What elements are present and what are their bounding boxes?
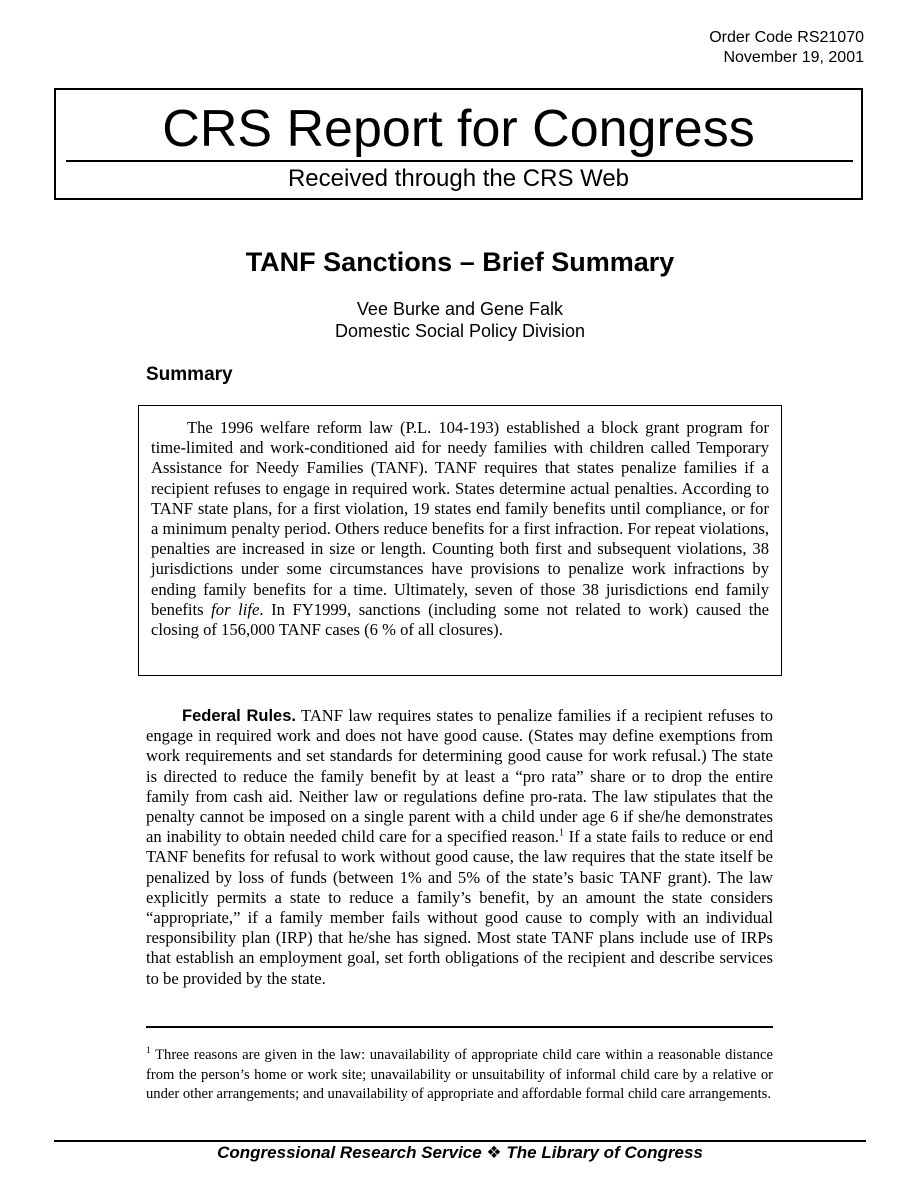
federal-rules-heading: Federal Rules.	[182, 707, 296, 725]
federal-rules-text-1: TANF law requires states to penalize families if a recipient refuses to engage in required work and does not have good cause. (States may define exemptions from work requirements and set standards for determining good cause for work refusal.) The state is directed to reduce the family benefit by at least a “pro rata” share or to drop the entire family from cash aid. Neither law or regulations define pro-rata. The law stipulates that the penalty cannot be imposed on a single parent with a child under age 6 if she/he demonstrates an inability to obtain needed child care for a specified reason.	[146, 706, 773, 847]
footnote-rule	[146, 1026, 773, 1028]
masthead-subtitle: Received through the CRS Web	[287, 165, 630, 192]
masthead-rule	[66, 160, 853, 162]
summary-text-start: The 1996 welfare reform law (P.L. 104-193) established a block grant program for time-limited and work-conditioned aid for needy families with children called Temporary Assistance for Needy Families (TANF). TANF requires that states penalize families if a recipient refuses to engage in required work. States determine actual penalties. According to TANF state plans, for a first violation, 19 states end family benefits until compliance, or for a minimum penalty period. Others reduce benefits for a first infraction. For repeat violations, penalties are increased in size or length. Counting both first and subsequent violations, 38 jurisdictions under some circumstances have provisions to penalize work infractions by ending family benefits for a time. Ultimately, seven of those 38 jurisdictions end family benefits	[151, 418, 769, 619]
division: Domestic Social Policy Division	[334, 321, 586, 341]
federal-rules-section	[146, 706, 773, 989]
order-info	[709, 28, 864, 68]
footnote	[146, 1046, 773, 1105]
author-block	[0, 298, 920, 342]
summary-box	[138, 405, 782, 676]
authors: Vee Burke and Gene Falk	[356, 299, 564, 319]
summary-paragraph	[151, 418, 769, 640]
summary-emphasis: for life	[211, 599, 260, 619]
footnote-text: Three reasons are given in the law: unavailability of appropriate child care within a reasonable distance from the person’s home or work site; unavailability or unsuitability of informal child care by a relative or under other arrangements; and unavailability of appropriate and affordable formal child care arrangements.	[146, 1047, 773, 1103]
summary-text-end: . In FY1999, sanctions (including some not related to work) caused the closing of 156,000 TANF cases (6 % of all closures).	[151, 599, 769, 640]
footer: Congressional Research Service ❖ The Library of Congress	[217, 1143, 703, 1162]
report-date: November 19, 2001	[723, 49, 864, 66]
federal-rules-text-2: If a state fails to reduce or end TANF benefits for refusal to work without good cause, the law requires that the state itself be penalized by loss of funds (between 1% and 5% of the state’s basic TANF grant). The law explicitly permits a state to reduce a family’s benefit, by an amount the state considers “appropriate,” if a family member fails without good cause to comply with an individual responsibility plan (IRP) that he/she has signed. Most state TANF plans include use of IRPs that establish an employment goal, set forth obligations of the recipient and describe services to be provided by the state.	[146, 827, 773, 988]
document-title: TANF Sanctions – Brief Summary	[245, 247, 675, 277]
footnote-reference[interactable]: 1	[559, 827, 565, 839]
order-code: Order Code RS21070	[709, 29, 864, 46]
footnote-marker: 1	[146, 1046, 151, 1057]
masthead-box	[54, 88, 863, 200]
federal-rules-paragraph	[146, 706, 773, 989]
masthead-title: CRS Report for Congress	[162, 100, 755, 158]
summary-heading: Summary	[146, 364, 233, 385]
